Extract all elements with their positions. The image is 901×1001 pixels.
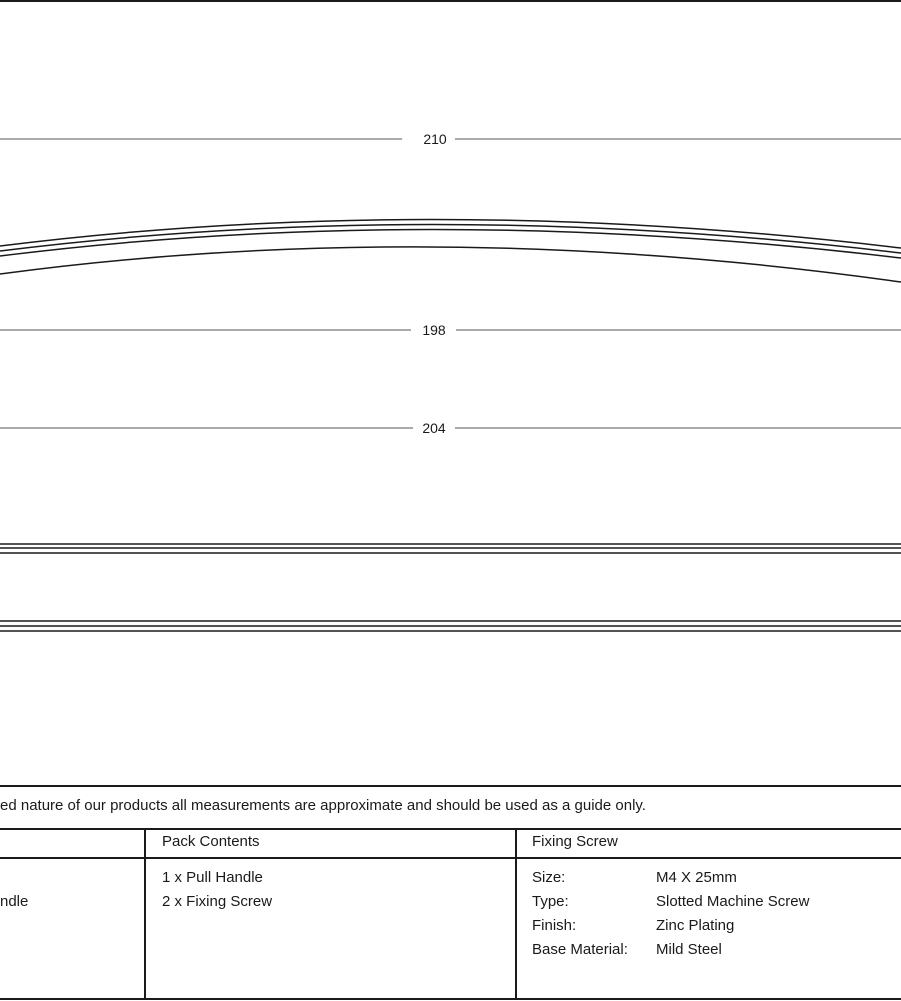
handle-arc-inner [0,247,901,282]
table-top-border [0,785,901,787]
fixing-screw-size-value: M4 X 25mm [656,869,737,886]
fixing-screw-size-label: Size: [532,869,566,886]
pack-contents-header: Pack Contents [162,833,260,850]
fixing-screw-finish-value: Zinc Plating [656,917,735,934]
dimension-label-198: 198 [422,322,446,338]
fixing-screw-type-value: Slotted Machine Screw [656,893,810,910]
table-column-divider-2 [515,828,517,1000]
table-header-bottom-border [0,857,901,859]
pack-contents-item: 1 x Pull Handle [162,869,263,886]
dimension-label-204: 204 [422,420,446,436]
fixing-screw-header: Fixing Screw [532,833,618,850]
table-column-divider-1 [144,828,146,1000]
table-header-top-border [0,828,901,830]
fixing-screw-material-value: Mild Steel [656,941,722,958]
pack-contents-item: 2 x Fixing Screw [162,893,273,910]
handle-arc-outer-2 [0,224,901,253]
measurement-disclaimer: ed nature of our products all measurements are approximate and should be used as a guide only. [0,797,646,814]
dimension-label-210: 210 [423,131,447,147]
fixing-screw-material-label: Base Material: [532,941,628,958]
product-type-value: ndle [0,893,29,910]
fixing-screw-type-label: Type: [532,893,569,910]
fixing-screw-finish-label: Finish: [532,917,577,934]
